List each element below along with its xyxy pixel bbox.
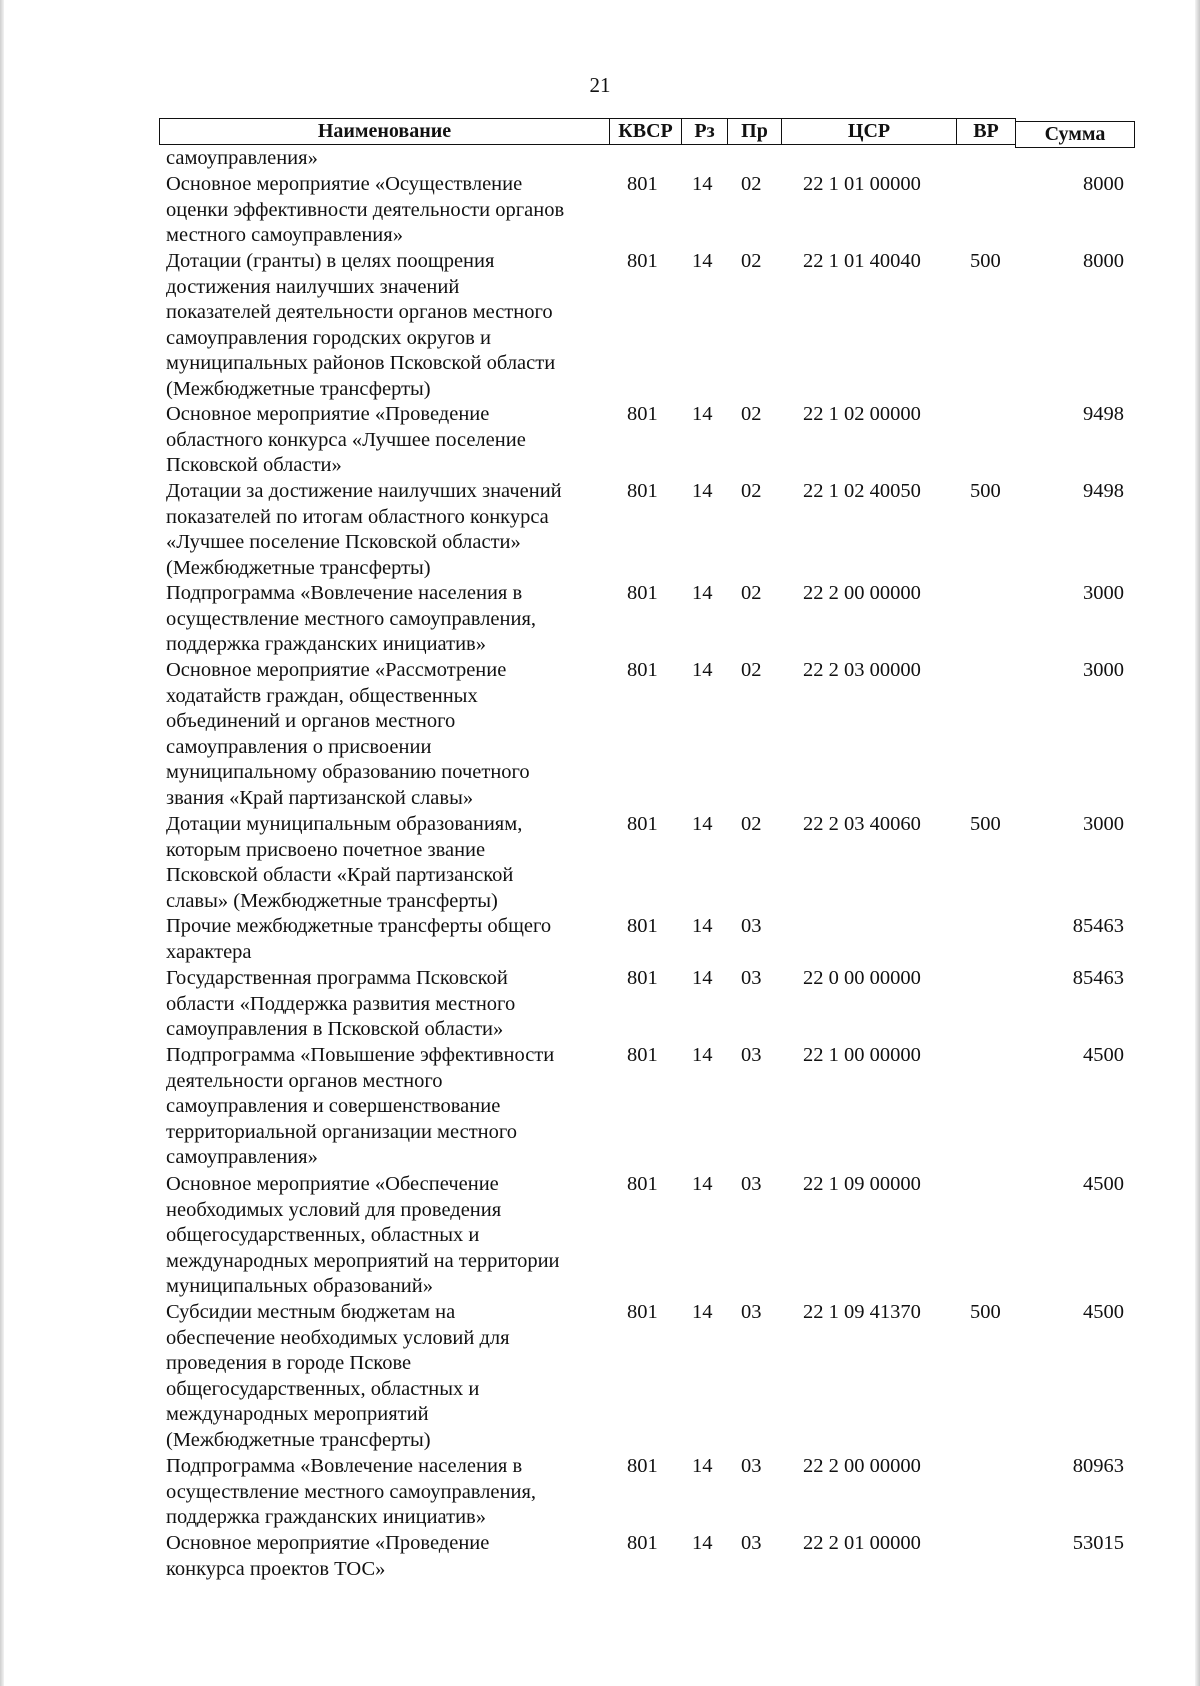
row-sum: 3000 xyxy=(1083,582,1124,604)
row-csr: 22 2 03 40060 xyxy=(803,813,921,835)
row-name: Подпрограмма «Вовлечение населения в осуществление местного самоуправления, поддержка гражданских инициатив» xyxy=(166,582,537,656)
row-csr: 22 1 00 00000 xyxy=(803,1044,921,1066)
row-kvsr: 801 xyxy=(627,1044,658,1066)
row-kvsr: 801 xyxy=(627,480,658,502)
row-rz: 14 xyxy=(692,403,713,425)
row-pr: 02 xyxy=(741,250,762,272)
row-pr: 03 xyxy=(741,1301,762,1323)
row-kvsr: 801 xyxy=(627,1301,658,1323)
row-sum: 9498 xyxy=(1083,403,1124,425)
row-rz: 14 xyxy=(692,173,713,195)
header-csr: ЦСР xyxy=(781,118,957,145)
row-vr: 500 xyxy=(970,250,1001,272)
header-rz: Рз xyxy=(681,118,728,145)
row-rz: 14 xyxy=(692,1455,713,1477)
row-name: Подпрограмма «Повышение эффективности деятельности органов местного самоуправления и совершенствование территориальной организации местного самоуправления» xyxy=(166,1044,555,1169)
row-sum: 4500 xyxy=(1083,1173,1124,1195)
scan-edge-right xyxy=(1195,0,1200,1686)
row-csr: 22 1 09 00000 xyxy=(803,1173,921,1195)
row-rz: 14 xyxy=(692,1532,713,1554)
row-csr: 22 1 09 41370 xyxy=(803,1301,921,1323)
row-sum: 8000 xyxy=(1083,173,1124,195)
header-sum: Сумма xyxy=(1015,121,1135,148)
row-pr: 02 xyxy=(741,582,762,604)
row-pr: 03 xyxy=(741,1532,762,1554)
row-csr: 22 1 02 40050 xyxy=(803,480,921,502)
row-csr: 22 2 01 00000 xyxy=(803,1532,921,1554)
row-pr: 02 xyxy=(741,173,762,195)
row-name: Подпрограмма «Вовлечение населения в осуществление местного самоуправления, поддержка гражданских инициатив» xyxy=(166,1455,537,1529)
row-kvsr: 801 xyxy=(627,1532,658,1554)
row-name: Прочие межбюджетные трансферты общего характера xyxy=(166,915,552,963)
row-rz: 14 xyxy=(692,659,713,681)
row-rz: 14 xyxy=(692,250,713,272)
row-csr: 22 2 00 00000 xyxy=(803,582,921,604)
row-kvsr: 801 xyxy=(627,582,658,604)
row-csr: 22 1 02 00000 xyxy=(803,403,921,425)
scan-edge-left xyxy=(0,0,4,1686)
row-vr: 500 xyxy=(970,1301,1001,1323)
row-pr: 02 xyxy=(741,659,762,681)
row-csr: 22 2 00 00000 xyxy=(803,1455,921,1477)
row-pr: 03 xyxy=(741,915,762,937)
row-name: Основное мероприятие «Проведение конкурса проектов ТОС» xyxy=(166,1532,490,1580)
row-csr: 22 1 01 40040 xyxy=(803,250,921,272)
row-sum: 80963 xyxy=(1072,1455,1124,1477)
page-number: 21 xyxy=(589,73,611,97)
row-kvsr: 801 xyxy=(627,813,658,835)
row-kvsr: 801 xyxy=(627,967,658,989)
row-pr: 02 xyxy=(741,403,762,425)
row-rz: 14 xyxy=(692,480,713,502)
row-pr: 02 xyxy=(741,480,762,502)
row-pr: 02 xyxy=(741,813,762,835)
row-rz: 14 xyxy=(692,1044,713,1066)
row-rz: 14 xyxy=(692,915,713,937)
row-name: Субсидии местным бюджетам на обеспечение необходимых условий для проведения в городе Пскове общегосударственных, областных и международных мероприятий (Межбюджетные трансферты) xyxy=(166,1301,510,1451)
row-sum: 3000 xyxy=(1083,813,1124,835)
row-sum: 53015 xyxy=(1072,1532,1124,1554)
row-vr: 500 xyxy=(970,813,1001,835)
row-rz: 14 xyxy=(692,967,713,989)
row-name: Основное мероприятие «Проведение областного конкурса «Лучшее поселение Псковской области» xyxy=(166,403,526,477)
row-kvsr: 801 xyxy=(627,173,658,195)
row-name: Дотации за достижение наилучших значений показателей по итогам областного конкурса «Лучшее поселение Псковской области» (Межбюджетные трансферты) xyxy=(166,480,562,579)
row-rz: 14 xyxy=(692,1173,713,1195)
row-sum: 85463 xyxy=(1072,967,1124,989)
row-rz: 14 xyxy=(692,813,713,835)
row-sum: 9498 xyxy=(1083,480,1124,502)
row-rz: 14 xyxy=(692,1301,713,1323)
row-vr: 500 xyxy=(970,480,1001,502)
row-kvsr: 801 xyxy=(627,403,658,425)
header-vr: ВР xyxy=(956,118,1016,145)
row-name: Основное мероприятие «Осуществление оценки эффективности деятельности органов местного самоуправления» xyxy=(166,173,565,247)
row-kvsr: 801 xyxy=(627,250,658,272)
row-kvsr: 801 xyxy=(627,915,658,937)
row-pr: 03 xyxy=(741,1173,762,1195)
header-kvsr: КВСР xyxy=(609,118,682,145)
row-csr: 22 0 00 00000 xyxy=(803,967,921,989)
row-csr: 22 1 01 00000 xyxy=(803,173,921,195)
row-name: Дотации муниципальным образованиям, которым присвоено почетное звание Псковской области «Край партизанской славы» (Межбюджетные трансферты) xyxy=(166,813,523,912)
row-name: самоуправления» xyxy=(166,147,318,169)
row-name: Дотации (гранты) в целях поощрения достижения наилучших значений показателей деятельности органов местного самоуправления городских округов и муниципальных районов Псковской области (Межбюджетные трансферты) xyxy=(166,250,556,400)
row-sum: 4500 xyxy=(1083,1044,1124,1066)
row-kvsr: 801 xyxy=(627,1173,658,1195)
row-sum: 4500 xyxy=(1083,1301,1124,1323)
row-kvsr: 801 xyxy=(627,659,658,681)
row-sum: 85463 xyxy=(1072,915,1124,937)
row-rz: 14 xyxy=(692,582,713,604)
row-pr: 03 xyxy=(741,1044,762,1066)
row-pr: 03 xyxy=(741,967,762,989)
row-csr: 22 2 03 00000 xyxy=(803,659,921,681)
row-sum: 3000 xyxy=(1083,659,1124,681)
row-name: Государственная программа Псковской области «Поддержка развития местного самоуправления в Псковской области» xyxy=(166,967,516,1041)
row-sum: 8000 xyxy=(1083,250,1124,272)
row-kvsr: 801 xyxy=(627,1455,658,1477)
header-name: Наименование xyxy=(159,118,610,145)
row-name: Основное мероприятие «Обеспечение необходимых условий для проведения общегосударственных, областных и международных мероприятий на территории муниципальных образований» xyxy=(166,1173,560,1298)
row-name: Основное мероприятие «Рассмотрение ходатайств граждан, общественных объединений и органов местного самоуправления о присвоении муниципальному образованию почетного звания «Край партизанской славы» xyxy=(166,659,530,809)
header-pr: Пр xyxy=(727,118,782,145)
row-pr: 03 xyxy=(741,1455,762,1477)
